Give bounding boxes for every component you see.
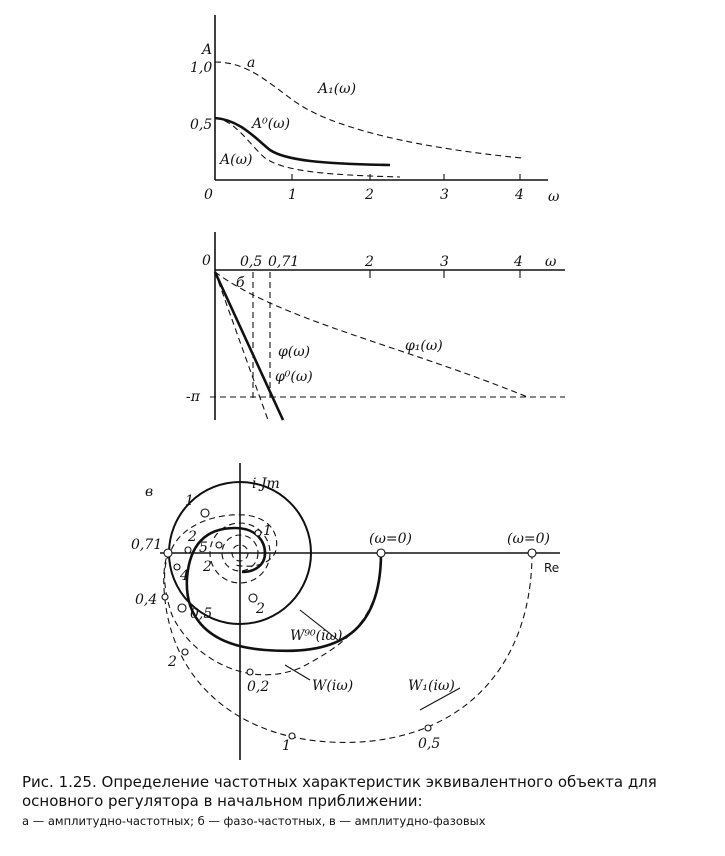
lbl-inner-l2: 2 xyxy=(188,529,197,545)
label-A0: A⁰(ω) xyxy=(252,116,291,132)
pt-w1-omega0 xyxy=(528,549,536,557)
panel-b xyxy=(186,232,565,420)
panel-a-xtick-2: 2 xyxy=(365,187,374,203)
lbl-w-02: 0,2 xyxy=(247,679,270,695)
lbl-inner-1: 1 xyxy=(263,523,272,539)
label-phi0: φ⁰(ω) xyxy=(275,369,313,385)
curve-phi1 xyxy=(215,272,530,398)
figure-caption xyxy=(22,773,712,828)
panel-a-xtick-0: 0 xyxy=(204,187,213,203)
omega0-mark-1: (ω=0) xyxy=(369,531,412,547)
caption-title: Рис. 1.25. Определение частотных характеристик эквивалентного объекта для основного регулятора в начальном приближении: xyxy=(22,773,657,810)
panel-a-x-label: ω xyxy=(548,189,560,205)
pt-inner-l2 xyxy=(185,547,191,553)
lbl-inner-2: 2 xyxy=(203,559,212,575)
curve-phi xyxy=(215,272,268,420)
lbl-inner-5: 5 xyxy=(199,540,208,556)
pt-w90-071 xyxy=(164,549,172,557)
omega0-mark-2: (ω=0) xyxy=(507,531,550,547)
label-A1: A₁(ω) xyxy=(318,81,357,97)
lbl-w-2: 2 xyxy=(168,654,177,670)
panel-a xyxy=(190,15,560,205)
panel-b-xtick-071: 0,71 xyxy=(268,254,300,270)
panel-a-xtick-1: 1 xyxy=(288,187,297,203)
pt-inner-5 xyxy=(216,542,222,548)
panel-c-re-label: Re xyxy=(544,561,560,575)
label-W1: W₁(iω) xyxy=(408,678,455,694)
pt-w-2 xyxy=(182,649,188,655)
panel-a-ytick-1: 1,0 xyxy=(190,60,213,76)
lbl-w90-071: 0,71 xyxy=(131,537,163,553)
pt-w90-omega0 xyxy=(377,549,385,557)
panel-a-y-label: A xyxy=(202,42,213,58)
lbl-w90-1: 1 xyxy=(185,493,194,509)
panel-b-xtick-05: 0,5 xyxy=(240,254,263,270)
lbl-w1-1: 1 xyxy=(282,738,291,754)
panel-b-ytick-minus-pi: -π xyxy=(186,389,200,405)
lbl-w-4: 4 xyxy=(180,568,189,584)
label-phi: φ(ω) xyxy=(278,344,311,360)
panel-a-xtick-3: 3 xyxy=(440,187,449,203)
panel-b-xtick-4: 4 xyxy=(514,254,523,270)
label-phi1: φ₁(ω) xyxy=(405,338,443,354)
panel-c xyxy=(131,463,560,760)
lbl-w1-05: 0,5 xyxy=(418,736,441,752)
lbl-w-04: 0,4 xyxy=(135,592,158,608)
pt-inner-1 xyxy=(255,530,261,536)
label-W90: W⁹⁰(iω) xyxy=(290,628,343,644)
panel-c-letter: в xyxy=(145,484,154,500)
pt-w1-05 xyxy=(425,725,431,731)
pt-w-02 xyxy=(247,669,253,675)
panel-b-xtick-3: 3 xyxy=(440,254,449,270)
panel-a-letter: a xyxy=(247,55,256,71)
panel-a-ytick-05: 0,5 xyxy=(190,117,213,133)
leader-W xyxy=(285,665,310,680)
panel-a-xtick-4: 4 xyxy=(515,187,524,203)
panel-b-xtick-2: 2 xyxy=(365,254,374,270)
label-W: W(iω) xyxy=(312,678,354,694)
pt-w90-1 xyxy=(201,509,209,517)
label-A: A(ω) xyxy=(220,152,253,168)
curve-W1 xyxy=(164,553,532,742)
lbl-w90-2: 2 xyxy=(256,601,265,617)
lbl-w-05: 0,5 xyxy=(190,606,213,622)
panel-b-xtick-0: 0 xyxy=(202,253,211,269)
pt-w-05 xyxy=(178,604,186,612)
curve-phi0 xyxy=(215,272,283,420)
panel-b-x-label: ω xyxy=(545,254,557,270)
pt-w-04 xyxy=(162,594,168,600)
caption-subtitle: а — амплитудно-частотных; б — фазо-частотных, в — амплитудно-фазовых xyxy=(22,814,486,828)
panel-c-im-label: i Jm xyxy=(252,476,280,492)
panel-b-letter: б xyxy=(236,275,245,291)
